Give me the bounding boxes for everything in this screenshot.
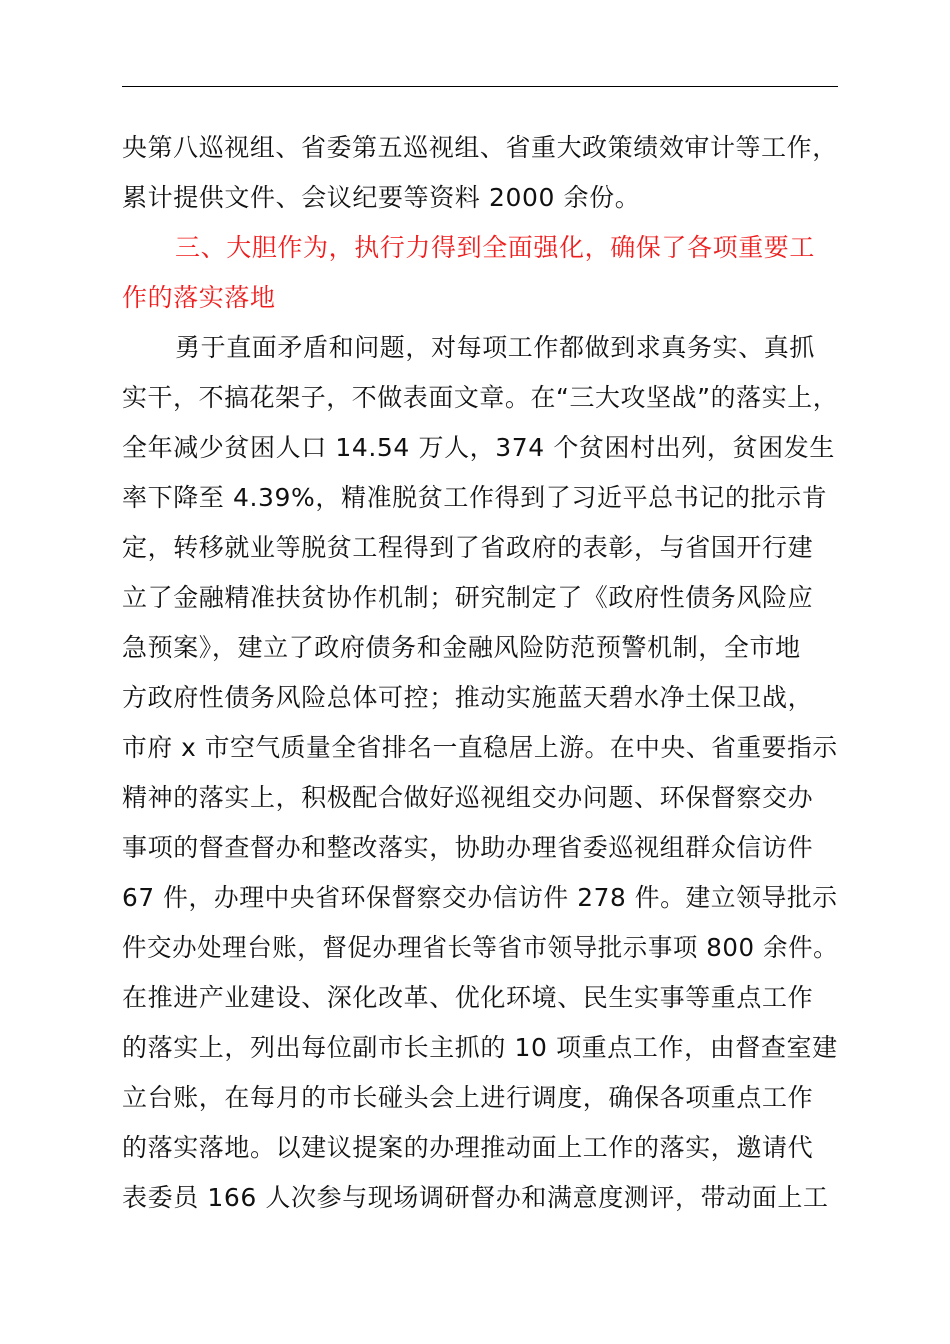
paragraph-line: 在推进产业建设、深化改革、优化环境、民生实事等重点工作 [122,983,814,1012]
paragraph-line: 立台账，在每月的市长碰头会上进行调度，确保各项重点工作 [122,1083,814,1112]
section-heading-line-2: 作的落实落地 [122,283,276,312]
section-heading-line-1: 三、大胆作为，执行力得到全面强化，确保了各项重要工 [175,233,816,262]
paragraph-line: 的落实落地。以建议提案的办理推动面上工作的落实，邀请代 [122,1133,814,1162]
body-line-2: 累计提供文件、会议纪要等资料 2000 余份。 [122,183,641,212]
paragraph-line: 立了金融精准扶贫协作机制；研究制定了《政府性债务风险应 [122,583,814,612]
header-rule [122,86,838,87]
paragraph-line: 实干，不搞花架子，不做表面文章。在“三大攻坚战”的落实上， [122,383,839,412]
paragraph-line: 的落实上，列出每位副市长主抓的 10 项重点工作，由督查室建 [122,1033,838,1062]
paragraph-line: 方政府性债务风险总体可控；推动实施蓝天碧水净土保卫战， [122,683,814,712]
paragraph-line: 表委员 166 人次参与现场调研督办和满意度测评，带动面上工 [122,1183,829,1212]
paragraph-line: 全年减少贫困人口 14.54 万人，374 个贫困村出列，贫困发生 [122,433,835,462]
paragraph-line: 定，转移就业等脱贫工程得到了省政府的表彰，与省国开行建 [122,533,814,562]
body-line-1: 央第八巡视组、省委第五巡视组、省重大政策绩效审计等工作， [122,133,838,162]
paragraph-first-line: 勇于直面矛盾和问题，对每项工作都做到求真务实、真抓 [175,333,816,362]
paragraph-line: 率下降至 4.39%，精准脱贫工作得到了习近平总书记的批示肯 [122,483,828,512]
paragraph-line: 精神的落实上，积极配合做好巡视组交办问题、环保督察交办 [122,783,814,812]
paragraph-line: 事项的督查督办和整改落实，协助办理省委巡视组群众信访件 [122,833,814,862]
paragraph-line: 67 件，办理中央省环保督察交办信访件 278 件。建立领导批示 [122,883,838,912]
paragraph-line: 市府 x 市空气质量全省排名一直稳居上游。在中央、省重要指示 [122,733,838,762]
paragraph-line: 件交办处理台账，督促办理省长等省市领导批示事项 800 余件。 [122,933,839,962]
paragraph-line: 急预案》，建立了政府债务和金融风险防范预警机制，全市地 [122,633,801,662]
